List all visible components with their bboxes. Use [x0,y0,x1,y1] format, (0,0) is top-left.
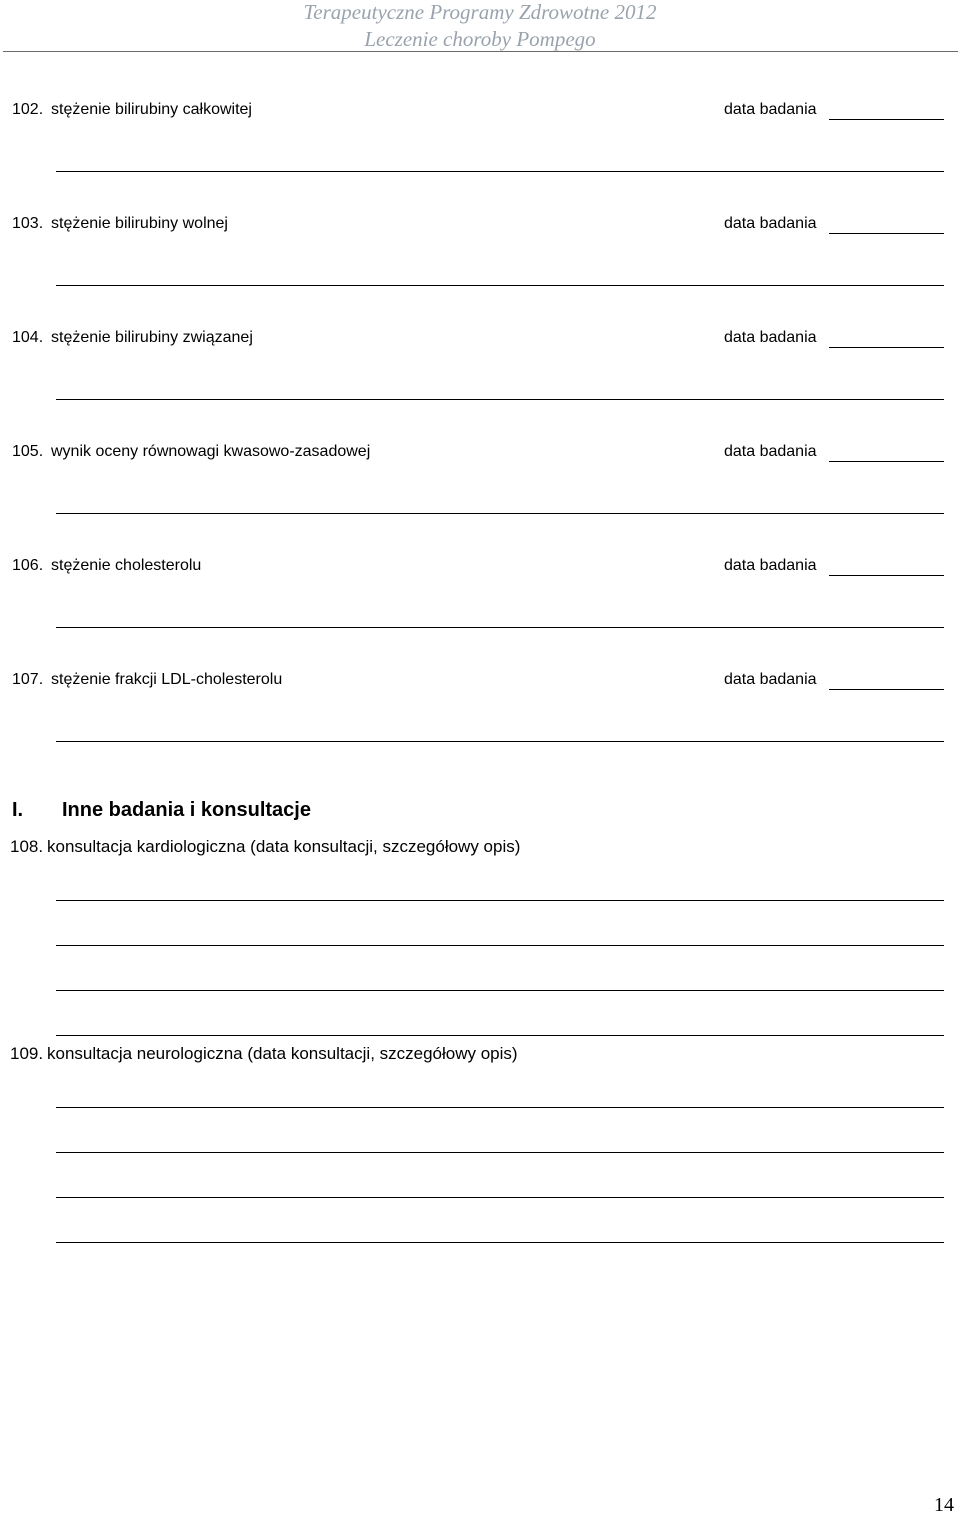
header-disease-title: Leczenie choroby Pompego [364,27,596,51]
section-number: I. [12,799,24,821]
description-input-line[interactable] [56,900,944,901]
date-label: data badania [724,557,817,574]
date-input-line[interactable] [829,233,944,234]
form-item-102 [12,100,944,120]
description-input-line[interactable] [56,1107,944,1108]
date-input-line[interactable] [829,119,944,120]
result-input-line[interactable] [56,399,944,400]
item-number: 105. [12,443,44,460]
result-input-line[interactable] [56,285,944,286]
form-item-105 [12,442,944,462]
description-input-line[interactable] [56,1035,944,1036]
form-item-106 [12,556,944,576]
result-input-line[interactable] [56,513,944,514]
date-input-line[interactable] [829,347,944,348]
item-label: stężenie bilirubiny związanej [51,329,253,346]
form-item-103 [12,214,944,234]
form-item-107 [12,670,944,690]
item-number: 108. [10,837,44,856]
item-number: 109. [10,1044,44,1063]
date-input-line[interactable] [829,461,944,462]
page-number: 14 [934,1494,954,1516]
item-number: 106. [12,557,44,574]
date-label: data badania [724,443,817,460]
section-title: Inne badania i konsultacje [62,799,311,821]
item-label: konsultacja neurologiczna (data konsultacji, szczegółowy opis) [47,1044,518,1063]
item-label: stężenie cholesterolu [51,557,202,574]
result-input-line[interactable] [56,171,944,172]
item-number: 104. [12,329,44,346]
item-number: 107. [12,671,44,688]
description-input-line[interactable] [56,1242,944,1243]
item-label: konsultacja kardiologiczna (data konsultacji, szczegółowy opis) [47,837,521,856]
item-label: stężenie bilirubiny całkowitej [51,101,252,118]
header-program-title: Terapeutyczne Programy Zdrowotne 2012 [303,0,657,24]
description-input-line[interactable] [56,945,944,946]
item-number: 102. [12,101,44,118]
date-input-line[interactable] [829,575,944,576]
date-label: data badania [724,101,817,118]
item-label: stężenie bilirubiny wolnej [51,215,228,232]
description-input-line[interactable] [56,1152,944,1153]
item-label: stężenie frakcji LDL-cholesterolu [51,671,283,688]
description-input-line[interactable] [56,990,944,991]
item-number: 103. [12,215,44,232]
date-label: data badania [724,215,817,232]
form-item-104 [12,328,944,348]
date-label: data badania [724,329,817,346]
result-input-line[interactable] [56,627,944,628]
header-divider [3,51,958,52]
description-input-line[interactable] [56,1197,944,1198]
date-label: data badania [724,671,817,688]
date-input-line[interactable] [829,689,944,690]
result-input-line[interactable] [56,741,944,742]
item-label: wynik oceny równowagi kwasowo-zasadowej [51,443,371,460]
